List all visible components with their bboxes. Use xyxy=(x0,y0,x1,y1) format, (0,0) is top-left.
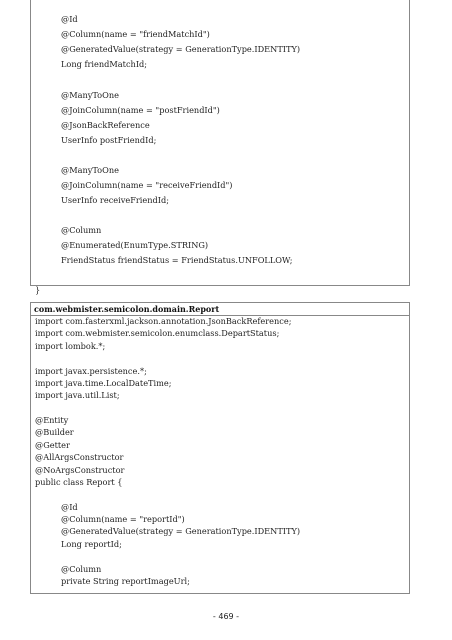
code-block-1-line: UserInfo receiveFriendId; xyxy=(61,195,170,205)
code-block-1-line: @GeneratedValue(strategy = GenerationType.IDENTITY) xyxy=(61,44,301,54)
code-block-2-line: import javax.persistence.*; xyxy=(35,365,147,376)
code-block-2-line: Long reportId; xyxy=(61,538,122,549)
code-block-2-line: @Id xyxy=(61,501,78,512)
code-block-2-line: @Getter xyxy=(35,439,70,450)
page-number: - 469 - xyxy=(212,612,240,621)
code-block-2-line: import com.fasterxml.jackson.annotation.JsonBackReference; xyxy=(35,316,292,326)
code-block-1-line: FriendStatus friendStatus = FriendStatus.UNFOLLOW; xyxy=(61,255,293,265)
code-block-1-line: @ManyToOne xyxy=(61,90,119,100)
code-block-2-line: import java.time.LocalDateTime; xyxy=(35,377,172,388)
code-block-header: com.webmister.semicolon.domain.Report xyxy=(31,303,409,316)
code-block-2-line: @NoArgsConstructor xyxy=(35,464,125,475)
code-block-1-line: @Column(name = "friendMatchId") xyxy=(61,29,210,39)
code-block-2-line: @Entity xyxy=(35,415,69,426)
code-block-2-line: @GeneratedValue(strategy = GenerationType.IDENTITY) xyxy=(61,526,301,537)
code-block-2-line: import lombok.*; xyxy=(35,340,106,351)
code-block-1-line: @ManyToOne xyxy=(61,165,119,175)
code-block-2-line: @Builder xyxy=(35,427,74,438)
code-block-1-line: } xyxy=(35,285,41,295)
code-block-1-line: @Enumerated(EnumType.STRING) xyxy=(61,240,209,250)
code-block-1-line: @JoinColumn(name = "receiveFriendId") xyxy=(61,180,233,190)
code-block-2-line: public class Report { xyxy=(35,476,123,487)
code-block-2-line: private String reportImageUrl; xyxy=(61,576,190,586)
code-block-2-line: @Column(name = "reportId") xyxy=(61,514,185,525)
code-block-1-line: @JsonBackReference xyxy=(61,120,150,130)
code-block-2-line: @AllArgsConstructor xyxy=(35,452,124,463)
code-block-1-line: Long friendMatchId; xyxy=(61,59,148,69)
code-block-1-line: UserInfo postFriendId; xyxy=(61,135,157,145)
code-block-2-line: import java.util.List; xyxy=(35,390,120,401)
code-block-1-line: @Id xyxy=(61,14,78,24)
code-block-1-line: @Column xyxy=(61,225,102,235)
code-block-2-line: import com.webmister.semicolon.enumclass.DepartStatus; xyxy=(35,328,280,339)
code-block-1-line: @JoinColumn(name = "postFriendId") xyxy=(61,105,220,115)
code-block-2-line: @Column xyxy=(61,563,102,574)
